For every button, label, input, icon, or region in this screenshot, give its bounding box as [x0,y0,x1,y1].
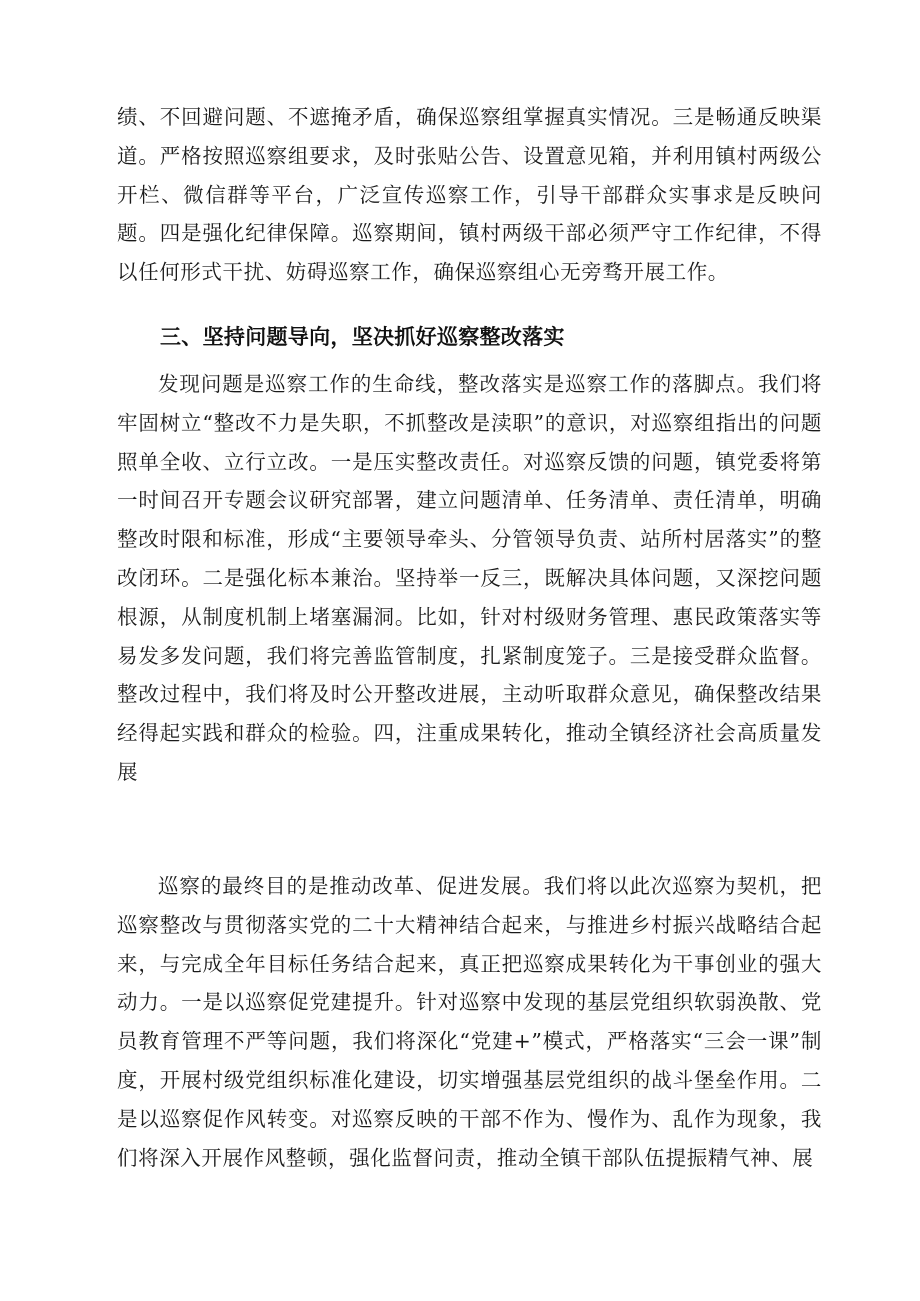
section-heading: 三、坚持问题导向，坚决抓好巡察整改落实 [160,325,565,349]
body-paragraph-continued: 绩、不回避问题、不遮掩矛盾，确保巡察组掌握真实情况。三是畅通反映渠道。严格按照巡察组要求，及时张贴公告、设置意见箱，并利用镇村两级公开栏、微信群等平台，广泛宣传巡察工作，引导干部群众实事求是反映问题。四是强化纪律保障。巡察期间，镇村两级干部必须严守工作纪律，不得以任何形式干扰、妨碍巡察工作，确保巡察组心无旁骛开展工作。 [117,105,822,285]
body-paragraph-outcomes: 巡察的最终目的是推动改革、促进发展。我们将以此次巡察为契机，把巡察整改与贯彻落实党的二十大精神结合起来，与推进乡村振兴战略结合起来，与完成全年目标任务结合起来，真正把巡察成果转化为干事创业的强大动力。一是以巡察促党建提升。针对巡察中发现的基层党组织软弱涣散、党员教育管理不严等问题，我们将深化“党建+”模式，严格落实“三会一课”制度，开展村级党组织标准化建设，切实增强基层党组织的战斗堡垒作用。二是以巡察促作风转变。对巡察反映的干部不作为、慢作为、乱作为现象，我们将深入开展作风整顿，强化监督问责，推动全镇干部队伍提振精气神、展 [117,874,822,1170]
body-paragraph-rectification: 发现问题是巡察工作的生命线，整改落实是巡察工作的落脚点。我们将牢固树立“整改不力是失职，不抓整改是渎职”的意识，对巡察组指出的问题照单全收、立行立改。一是压实整改责任。对巡察反馈的问题，镇党委将第一时间召开专题会议研究部署，建立问题清单、任务清单、责任清单，明确整改时限和标准，形成“主要领导牵头、分管领导负责、站所村居落实”的整改闭环。二是强化标本兼治。坚持举一反三，既解决具体问题，又深挖问题根源，从制度机制上堵塞漏洞。比如，针对村级财务管理、惠民政策落实等易发多发问题，我们将完善监管制度，扎紧制度笼子。三是接受群众监督。整改过程中，我们将及时公开整改进展，主动听取群众意见，确保整改结果经得起实践和群众的检验。四，注重成果转化，推动全镇经济社会高质量发展 [117,372,822,784]
